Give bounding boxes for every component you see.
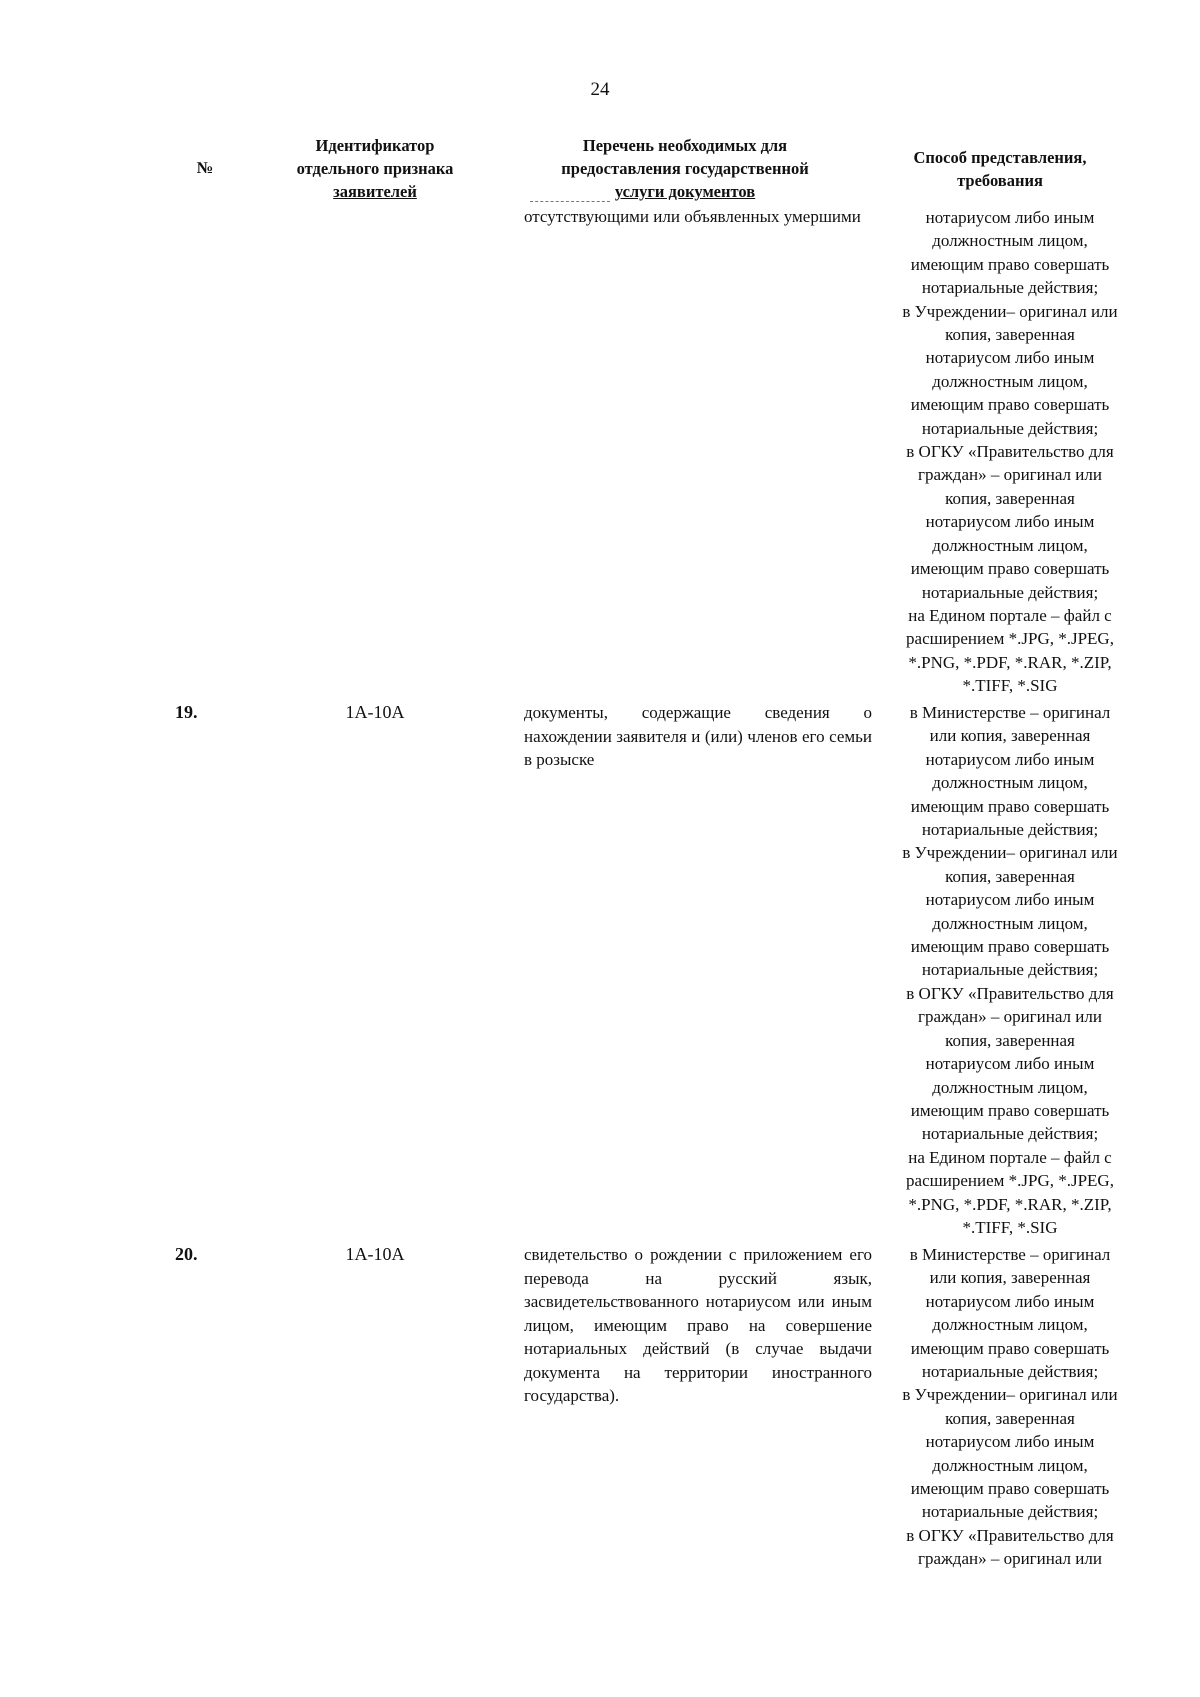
method-line: в Министерстве – оригинал — [909, 703, 1111, 722]
method-line: в Министерстве – оригинал — [909, 1245, 1111, 1264]
method-line: или копия, заверенная — [929, 726, 1091, 746]
row-description: документы, содержащие сведения о нахождении заявителя и (или) членов его семьи в розыске — [524, 703, 872, 769]
page-number: 24 — [590, 79, 610, 100]
header-identifier-line: отдельного признака — [296, 159, 454, 178]
header-document-list-line: предоставления государственной — [561, 159, 809, 178]
method-line: нотариусом либо иным — [925, 348, 1095, 368]
row-method — [880, 1243, 1140, 1571]
header-document-list-line: Перечень необходимых для — [582, 136, 788, 155]
method-line: должностным лицом, — [932, 1315, 1088, 1335]
method-line: должностным лицом, — [932, 371, 1088, 391]
method-line: расширением *.JPG, *.JPEG, — [906, 629, 1114, 649]
method-line: нотариальные действия; — [921, 1502, 1099, 1522]
method-line: нотариальные действия; — [921, 960, 1099, 980]
method-line: должностным лицом, — [932, 1455, 1088, 1475]
method-line: в ОГКУ «Правительство для — [906, 983, 1114, 1003]
method-line: *.PNG, *.PDF, *.RAR, *.ZIP, — [908, 1194, 1112, 1214]
method-line: имеющим право совершать — [910, 254, 1110, 274]
method-line: нотариальные действия; — [921, 418, 1099, 438]
carryover-method — [880, 206, 1140, 698]
method-line: нотариусом либо иным — [925, 512, 1095, 532]
header-document-list — [520, 134, 850, 203]
method-line: на Едином портале – файл с — [908, 605, 1112, 625]
header-submission-method-line: требования — [957, 171, 1043, 190]
method-line: должностным лицом, — [932, 535, 1088, 555]
method-line: на Едином портале – файл с — [908, 1147, 1112, 1167]
method-line: нотариусом либо иным — [925, 1291, 1095, 1311]
header-number: № — [196, 158, 214, 177]
header-divider — [530, 201, 610, 202]
row-identifier: 1А-10А — [345, 1244, 405, 1264]
header-identifier — [255, 134, 495, 203]
method-line: имеющим право совершать — [910, 796, 1110, 816]
row-method — [880, 701, 1140, 1239]
method-line: имеющим право совершать — [910, 1100, 1110, 1120]
method-line: имеющим право совершать — [910, 1338, 1110, 1358]
method-line: должностным лицом, — [932, 1077, 1088, 1097]
header-identifier-line: заявителей — [333, 182, 417, 201]
method-line: копия, заверенная — [945, 1030, 1075, 1050]
method-line: граждан» – оригинал или — [918, 1549, 1102, 1569]
method-line: в Учреждении– оригинал или — [902, 843, 1118, 863]
method-line: граждан» – оригинал или — [918, 1007, 1102, 1027]
carryover-description: отсутствующими или объявленных умершими — [524, 207, 861, 226]
header-identifier-line: Идентификатор — [315, 136, 435, 155]
method-line: *.TIFF, *.SIG — [962, 676, 1058, 696]
row-number: 19. — [175, 702, 198, 722]
method-line: нотариальные действия; — [921, 582, 1099, 602]
method-line: копия, заверенная — [945, 488, 1075, 508]
row-description: свидетельство о рождении с приложением его перевода на русский язык, засвидетельствованного нотариусом или иным лицом, имеющим право на совершение нотариальных действий (в случае выдачи документа на территории иностранного государства). — [524, 1245, 872, 1405]
method-line: имеющим право совершать — [910, 937, 1110, 957]
method-line: в Учреждении– оригинал или — [902, 1385, 1118, 1405]
row-identifier: 1А-10А — [345, 702, 405, 722]
method-line: нотариусом либо иным — [925, 749, 1095, 769]
method-line: должностным лицом, — [932, 773, 1088, 793]
method-line: нотариальные действия; — [921, 1362, 1099, 1382]
method-line: *.PNG, *.PDF, *.RAR, *.ZIP, — [908, 652, 1112, 672]
method-line: должностным лицом, — [932, 913, 1088, 933]
method-line: имеющим право совершать — [910, 559, 1110, 579]
header-document-list-line: услуги документов — [614, 182, 756, 201]
method-line: нотариальные действия; — [921, 820, 1099, 840]
method-line: нотариусом либо иным — [925, 890, 1095, 910]
method-line: имеющим право совершать — [910, 1479, 1110, 1499]
method-line: нотариальные действия; — [921, 1124, 1099, 1144]
method-line: копия, заверенная — [945, 325, 1075, 345]
method-line: нотариальные действия; — [921, 278, 1099, 298]
method-line: в ОГКУ «Правительство для — [906, 1525, 1114, 1545]
method-line: *.TIFF, *.SIG — [962, 1217, 1058, 1237]
method-line: или копия, заверенная — [929, 1268, 1091, 1288]
method-line: нотариусом либо иным — [925, 208, 1095, 227]
method-line: копия, заверенная — [945, 1408, 1075, 1428]
method-line: расширением *.JPG, *.JPEG, — [906, 1171, 1114, 1191]
header-submission-method-line: Способ представления, — [913, 148, 1087, 167]
method-line: в Учреждении– оригинал или — [902, 301, 1118, 321]
row-number: 20. — [175, 1244, 198, 1264]
method-line: имеющим право совершать — [910, 395, 1110, 415]
method-line: копия, заверенная — [945, 866, 1075, 886]
method-line: должностным лицом, — [932, 231, 1088, 251]
method-line: граждан» – оригинал или — [918, 465, 1102, 485]
method-line: в ОГКУ «Правительство для — [906, 442, 1114, 462]
method-line: нотариусом либо иным — [925, 1054, 1095, 1074]
header-submission-method — [880, 146, 1120, 192]
method-line: нотариусом либо иным — [925, 1432, 1095, 1452]
